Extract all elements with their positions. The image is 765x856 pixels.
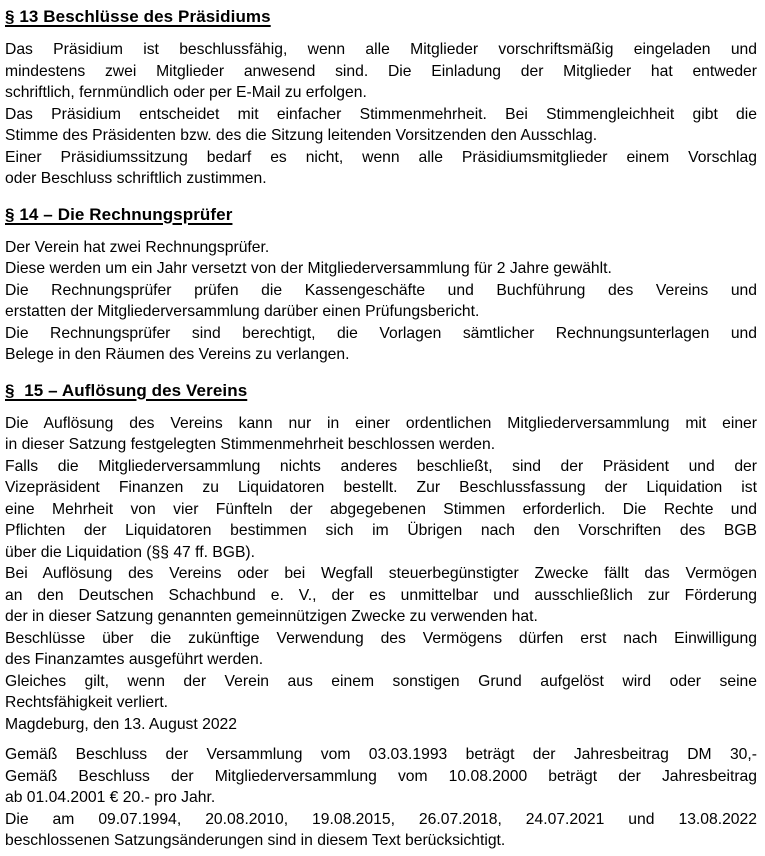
text-line: Die Rechnungsprüfer prüfen die Kassengeschäfte und Buchführung des Vereins und: [5, 281, 757, 299]
text-line: Diese werden um ein Jahr versetzt von der Mitgliederversammlung für 2 Jahre gewählt.: [5, 260, 612, 277]
text-line: des Finanzamtes ausgeführt werden.: [5, 651, 264, 668]
text-line: Gemäß Beschluss der Versammlung vom 03.03.1993 beträgt der Jahresbeitrag DM 30,-: [5, 746, 757, 763]
text-line: über die Liquidation (§§ 47 ff. BGB).: [5, 543, 255, 561]
text-line: Das Präsidium entscheidet mit einfacher Stimmenmehrheit. Bei Stimmengleichheit gibt die: [5, 105, 757, 123]
text-line: Bei Auflösung des Vereins oder bei Wegfall steuerbegünstigter Zwecke fällt das Vermögen: [5, 565, 757, 582]
text-line: Einer Präsidiumssitzung bedarf es nicht, wenn alle Präsidiumsmitglieder einem Vorschlag: [5, 148, 757, 166]
text-line: Stimme des Präsidenten bzw. des die Sitzung leitenden Vorsitzenden den Ausschlag.: [5, 127, 598, 144]
paragraph: [5, 413, 757, 736]
paragraph: [5, 744, 757, 852]
paragraph: [5, 39, 757, 190]
section-heading: § 13 Beschlüsse des Präsidiums: [5, 7, 271, 26]
text-line: Beschlüsse über die zukünftige Verwendung des Vermögens dürfen erst nach Einwilligung: [5, 629, 757, 647]
text-line: mindestens zwei Mitglieder anwesend sind. Die Einladung der Mitglieder hat entweder: [5, 62, 757, 80]
text-line: Die Auflösung des Vereins kann nur in einer ordentlichen Mitgliederversammlung mit einer: [5, 414, 757, 432]
text-line: eine Mehrheit von vier Fünfteln der abgegebenen Stimmen erforderlich. Die Rechte und: [5, 500, 757, 518]
text-line: ab 01.04.2001 € 20.- pro Jahr.: [5, 789, 216, 806]
text-line: oder Beschluss schriftlich zustimmen.: [5, 170, 267, 187]
text-line: in dieser Satzung festgelegten Stimmenmehrheit beschlossen werden.: [5, 436, 496, 453]
paragraph: [5, 237, 757, 366]
text-line: Pflichten der Liquidatoren bestimmen sich im Übrigen nach den Vorschriften des BGB: [5, 522, 757, 539]
text-line: Falls die Mitgliederversammlung nichts anderes beschließt, sind der Präsident und der: [5, 457, 757, 475]
text-line: Der Verein hat zwei Rechnungsprüfer.: [5, 238, 270, 256]
text-line: Die am 09.07.1994, 20.08.2010, 19.08.2015, 26.07.2018, 24.07.2021 und 13.08.2022: [5, 810, 757, 828]
text-line: Gleiches gilt, wenn der Verein aus einem sonstigen Grund aufgelöst wird oder seine: [5, 672, 757, 690]
text-line: Die Rechnungsprüfer sind berechtigt, die Vorlagen sämtlicher Rechnungsunterlagen und: [5, 324, 757, 342]
section-heading: § 15 – Auflösung des Vereins: [5, 380, 248, 400]
text-line: Gemäß Beschluss der Mitgliederversammlung vom 10.08.2000 beträgt der Jahresbeitrag: [5, 767, 757, 785]
text-line: Magdeburg, den 13. August 2022: [5, 715, 238, 733]
text-line: schriftlich, fernmündlich oder per E-Mail zu erfolgen.: [5, 84, 367, 101]
text-line: der in dieser Satzung genannten gemeinnützigen Zwecke zu verwenden hat.: [5, 608, 538, 625]
text-line: Das Präsidium ist beschlussfähig, wenn alle Mitglieder vorschriftsmäßig eingeladen und: [5, 41, 757, 58]
text-line: Vizepräsident Finanzen zu Liquidatoren bestellt. Zur Beschlussfassung der Liquidation ist: [5, 479, 757, 496]
text-line: Belege in den Räumen des Vereins zu verlangen.: [5, 346, 350, 363]
text-line: erstatten der Mitgliederversammlung darüber einen Prüfungsbericht.: [5, 303, 480, 320]
section-heading: § 14 – Die Rechnungsprüfer: [5, 204, 233, 224]
text-line: beschlossenen Satzungsänderungen sind in diesem Text berücksichtigt.: [5, 832, 506, 849]
text-line: Rechtsfähigkeit verliert.: [5, 694, 169, 711]
text-line: an den Deutschen Schachbund e. V., der es unmittelbar und ausschließlich zur Förderung: [5, 586, 757, 604]
